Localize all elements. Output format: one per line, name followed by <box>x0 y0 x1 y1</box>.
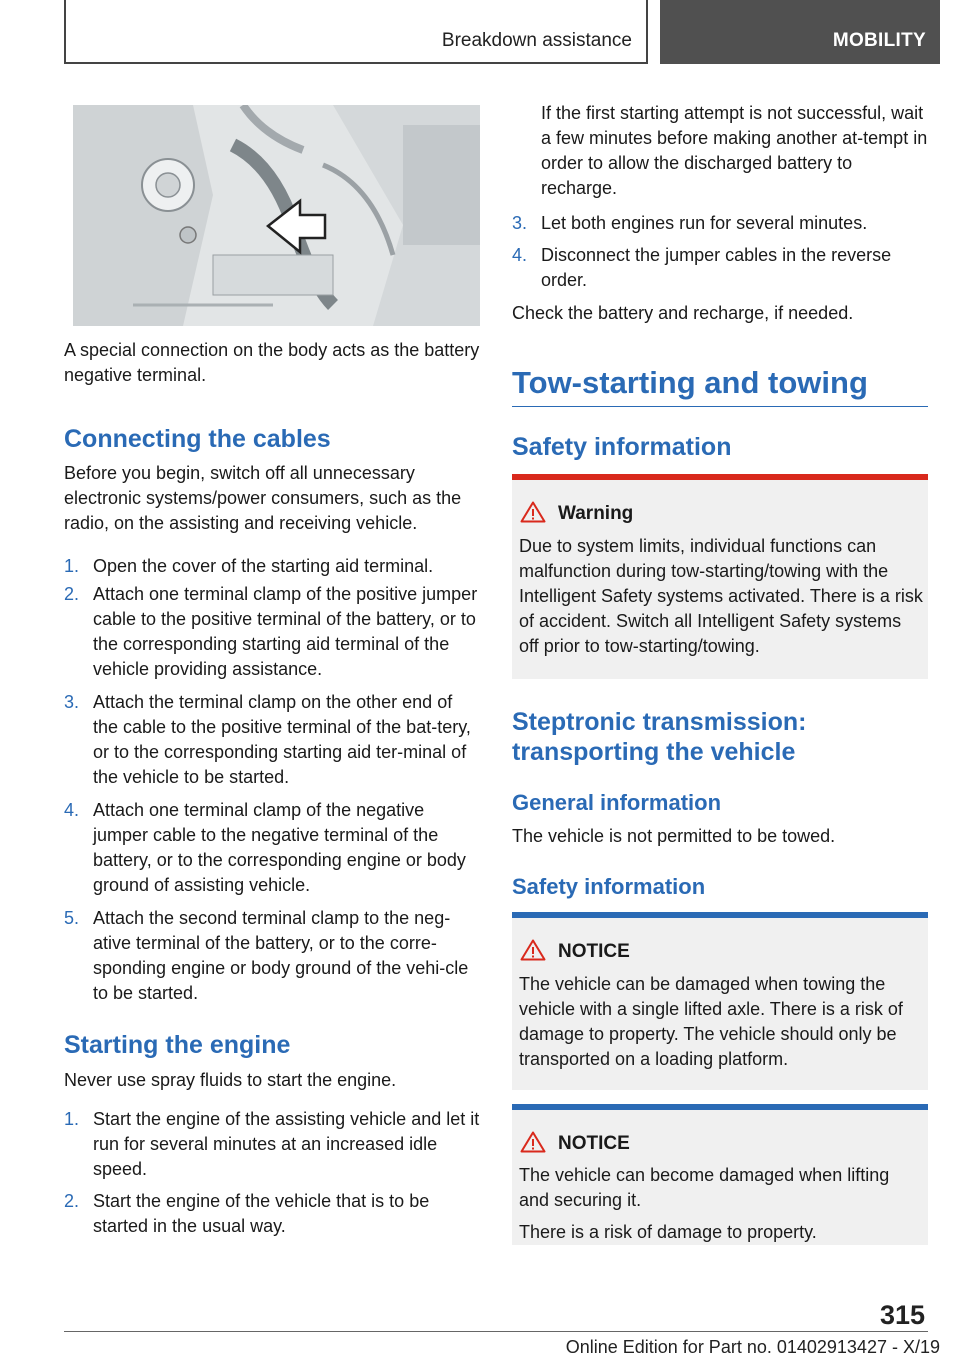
list-item-text: Disconnect the jumper cables in the reverse order. <box>541 245 892 290</box>
starting-engine-intro: Never use spray fluids to start the engine. <box>64 1070 397 1090</box>
warning-text: Due to system limits, individual functions can malfunction during tow-starting/towing with the Intelligent Safety systems activated. There is a risk of accident. Switch all Intelligent Safety systems off prior to tow-starting/towing. <box>519 536 923 656</box>
header-section-tab <box>64 0 648 64</box>
list-item-number: 5. <box>64 908 80 928</box>
general-information-heading: General information <box>512 790 722 815</box>
list-item-number: 3. <box>512 213 528 233</box>
notice-title: NOTICE <box>558 941 630 962</box>
list-item-text: Start the engine of the vehicle that is to be started in the usual way. <box>93 1191 430 1236</box>
safety-information-subheading: Safety information <box>512 874 706 899</box>
notice-bar <box>512 1104 928 1110</box>
tow-starting-heading: Tow-starting and towing <box>512 365 868 400</box>
heading-rule <box>512 406 928 407</box>
steptronic-heading: Steptronic transmission: transporting the vehicle <box>512 708 807 766</box>
notice-text: There is a risk of damage to property. <box>519 1222 817 1242</box>
list-item-text: Attach one terminal clamp of the negative jumper cable to the negative terminal of the battery, or to the corresponding engine or body ground of assisting vehicle. <box>93 800 466 895</box>
list-item-text: Open the cover of the starting aid terminal. <box>93 556 434 576</box>
notice-box <box>512 912 928 1090</box>
notice-bar <box>512 912 928 918</box>
notice-title: NOTICE <box>558 1133 630 1154</box>
footer-edition: Online Edition for Part no. 01402913427 - X/19 <box>565 1337 940 1357</box>
check-battery-text: Check the battery and recharge, if needed. <box>512 303 854 323</box>
warning-title: Warning <box>558 503 634 524</box>
photo-caption: A special connection on the body acts as the battery negative terminal. <box>64 340 480 385</box>
list-item-text: Attach one terminal clamp of the positive jumper cable to the positive terminal of the battery, or to the corresponding starting aid terminal of the vehicle providing assistance. <box>93 584 478 679</box>
list-item-text: Start the engine of the assisting vehicle and let it run for several minutes at an increased idle speed. <box>93 1109 480 1179</box>
header-chapter-title: MOBILITY <box>832 30 926 51</box>
footer-rule <box>64 1331 928 1332</box>
header-section-title: Breakdown assistance <box>441 30 632 51</box>
warning-box <box>512 474 928 679</box>
list-item-number: 1. <box>64 556 80 576</box>
list-item-number: 1. <box>64 1109 80 1129</box>
list-item-number: 4. <box>512 245 528 265</box>
notice-text: The vehicle can become damaged when lifting and securing it. <box>519 1165 890 1210</box>
warning-triangle-icon <box>520 501 546 523</box>
list-item-number: 2. <box>64 1191 80 1211</box>
page-number: 315 <box>880 1300 926 1330</box>
list-item-text: Attach the second terminal clamp to the neg-ative terminal of the battery, or to the corre-sponding engine or body ground of the vehi-cle to be started. <box>93 908 469 1003</box>
retry-paragraph: If the first starting attempt is not successful, wait a few minutes before making another at-tempt in order to allow the discharged battery to recharge. <box>541 103 928 198</box>
list-item-number: 2. <box>64 584 80 604</box>
warning-bar <box>512 474 928 480</box>
warning-triangle-icon <box>520 1131 546 1153</box>
connecting-cables-intro: Before you begin, switch off all unnecessary electronic systems/power consumers, such as the radio, on the assisting and receiving vehicle. <box>64 463 462 533</box>
list-item-text: Attach the terminal clamp on the other end of the cable to the positive terminal of the bat-tery, or to the corresponding starting aid ter-minal of the vehicle to be started. <box>93 692 471 787</box>
notice-box <box>512 1104 928 1245</box>
notice-text: The vehicle can be damaged when towing the vehicle with a single lifted axle. There is a risk of damage to property. The vehicle should only be transported on a loading platform. <box>519 974 903 1069</box>
general-information-text: The vehicle is not permitted to be towed. <box>512 826 836 846</box>
list-item-text: Let both engines run for several minutes. <box>541 213 868 233</box>
starting-engine-heading: Starting the engine <box>64 1031 291 1059</box>
connecting-cables-heading: Connecting the cables <box>64 425 331 453</box>
list-item-number: 4. <box>64 800 80 820</box>
engine-bay-photo <box>73 105 480 326</box>
safety-information-heading: Safety information <box>512 433 732 461</box>
warning-triangle-icon <box>520 939 546 961</box>
header-chapter-tab <box>660 0 940 64</box>
list-item-number: 3. <box>64 692 80 712</box>
